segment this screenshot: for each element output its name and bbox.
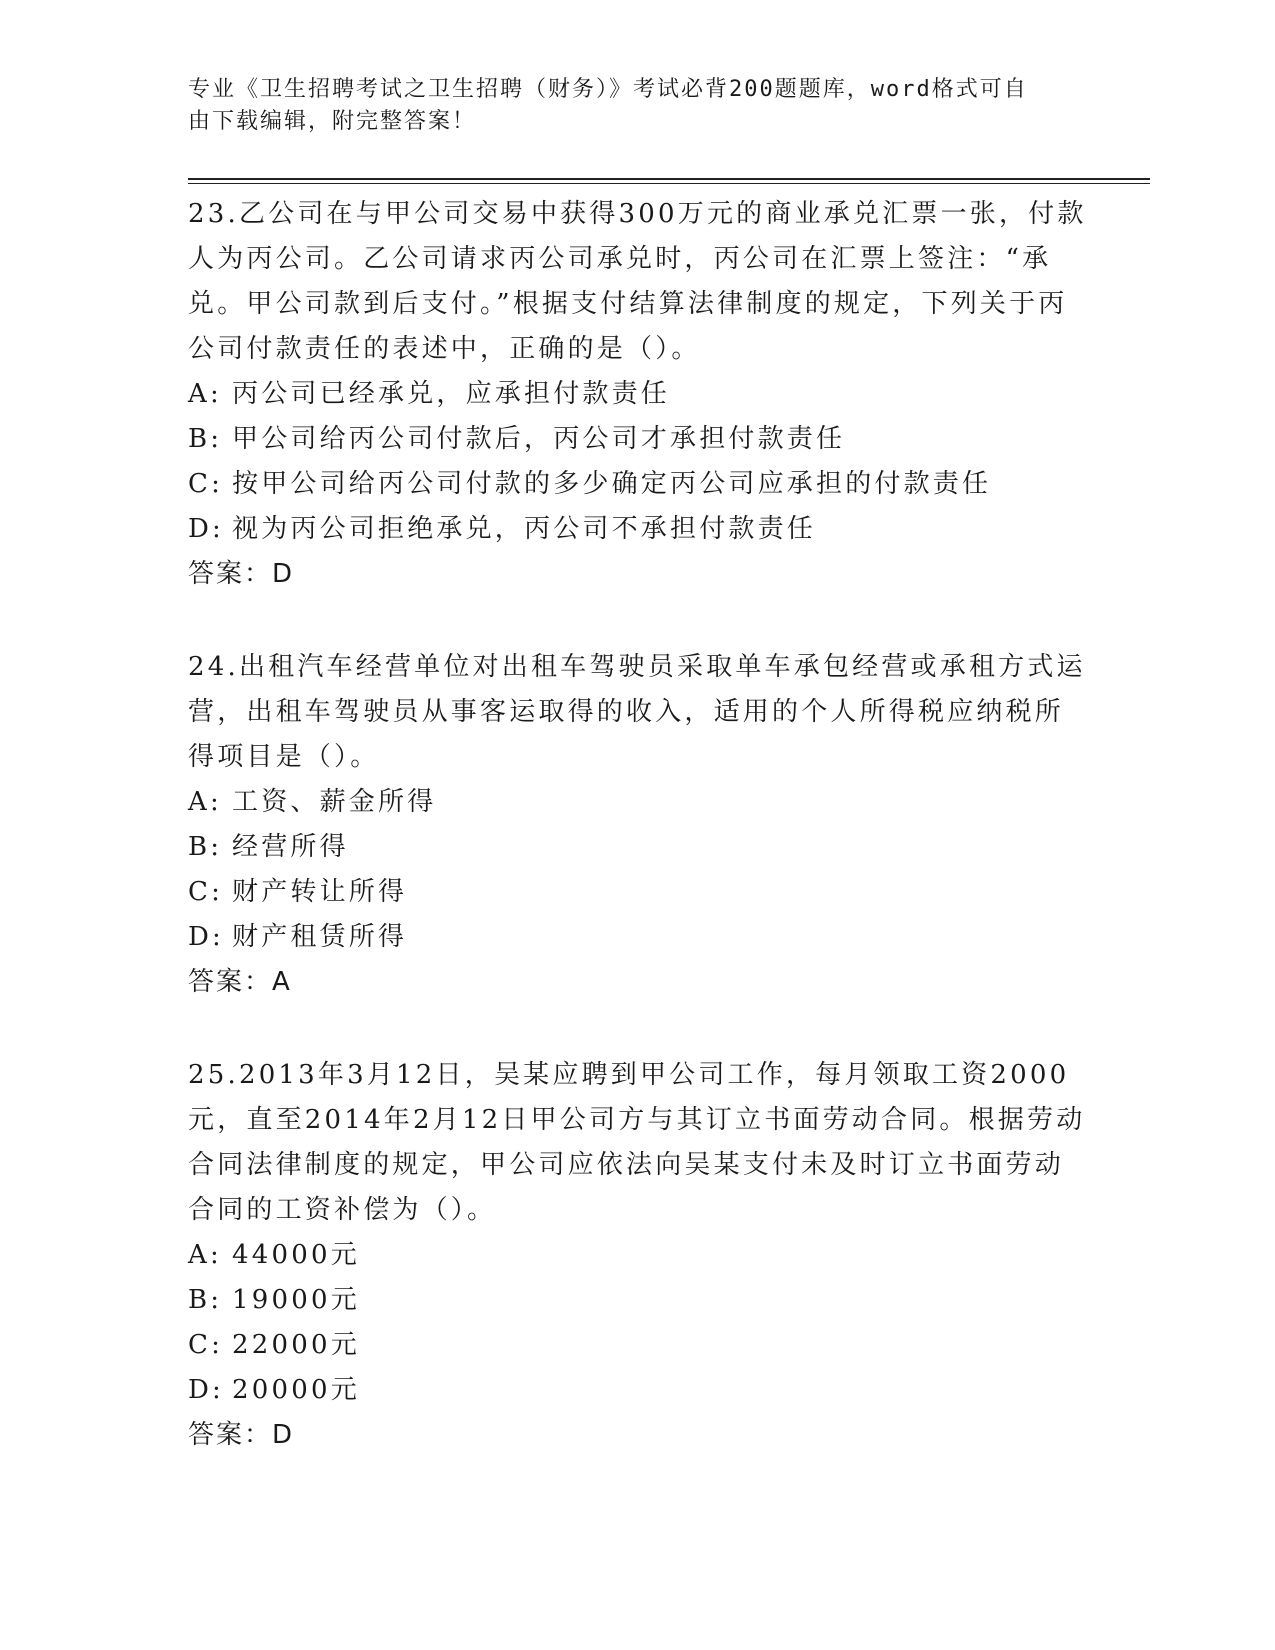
option-key: C:	[188, 469, 224, 499]
option-key: A:	[188, 379, 222, 409]
question-text: 24.出租汽车经营单位对出租车驾驶员采取单车承包经营或承租方式运营，出租车驾驶员从事客运取得的收入，适用的个人所得税应纳税所得项目是（）。	[188, 652, 1086, 772]
option-key: D:	[188, 514, 225, 544]
answer-line: 答案：D	[188, 1420, 295, 1450]
option-c	[188, 870, 1088, 915]
option-text: 财产转让所得	[232, 877, 408, 907]
option-text: 20000元	[232, 1375, 360, 1405]
option-key: B:	[188, 1285, 223, 1315]
option-key: A:	[188, 1240, 222, 1270]
document-header	[188, 74, 1068, 138]
option-b	[188, 1278, 1088, 1323]
option-key: C:	[188, 877, 224, 907]
question-spacer	[188, 597, 1088, 645]
question-23	[188, 192, 1088, 597]
option-key: A:	[188, 787, 222, 817]
option-d	[188, 507, 1088, 552]
option-text: 财产租赁所得	[232, 922, 408, 952]
option-text: 甲公司给丙公司付款后，丙公司才承担付款责任	[232, 424, 846, 454]
question-spacer	[188, 1005, 1088, 1053]
option-b	[188, 417, 1088, 462]
header-line-1: 专业《卫生招聘考试之卫生招聘（财务）》考试必背200题题库，word格式可自	[188, 77, 1028, 102]
option-key: C:	[188, 1330, 224, 1360]
option-d	[188, 915, 1088, 960]
option-key: D:	[188, 922, 225, 952]
option-text: 19000元	[232, 1285, 360, 1315]
header-divider-thick	[188, 178, 1150, 180]
option-b	[188, 825, 1088, 870]
option-text: 按甲公司给丙公司付款的多少确定丙公司应承担的付款责任	[232, 469, 992, 499]
option-a	[188, 372, 1088, 417]
option-text: 经营所得	[232, 832, 349, 862]
answer-line: 答案：D	[188, 559, 295, 589]
answer-line: 答案：A	[188, 967, 292, 997]
option-text: 丙公司已经承兑，应承担付款责任	[232, 379, 671, 409]
option-text: 工资、薪金所得	[232, 787, 437, 817]
header-line-2: 由下载编辑，附完整答案！	[188, 109, 477, 134]
option-a	[188, 780, 1088, 825]
option-a	[188, 1233, 1088, 1278]
option-d	[188, 1368, 1088, 1413]
question-text: 23.乙公司在与甲公司交易中获得300万元的商业承兑汇票一张，付款人为丙公司。乙公司请求丙公司承兑时，丙公司在汇票上签注：“承兑。甲公司款到后支付。”根据支付结算法律制度的规定，下列关于丙公司付款责任的表述中，正确的是（）。	[188, 199, 1087, 364]
option-text: 44000元	[232, 1240, 360, 1270]
option-text: 22000元	[232, 1330, 360, 1360]
option-text: 视为丙公司拒绝承兑，丙公司不承担付款责任	[232, 514, 817, 544]
option-c	[188, 462, 1088, 507]
option-key: B:	[188, 424, 223, 454]
option-key: D:	[188, 1375, 225, 1405]
question-list	[188, 192, 1088, 1458]
header-divider-thin	[188, 183, 1150, 184]
option-c	[188, 1323, 1088, 1368]
question-24	[188, 645, 1088, 1005]
question-text: 25.2013年3月12日，吴某应聘到甲公司工作，每月领取工资2000元，直至2014年2月12日甲公司方与其订立书面劳动合同。根据劳动合同法律制度的规定，甲公司应依法向吴某支付未及时订立书面劳动合同的工资补偿为（）。	[188, 1060, 1086, 1225]
option-key: B:	[188, 832, 223, 862]
question-25	[188, 1053, 1088, 1458]
